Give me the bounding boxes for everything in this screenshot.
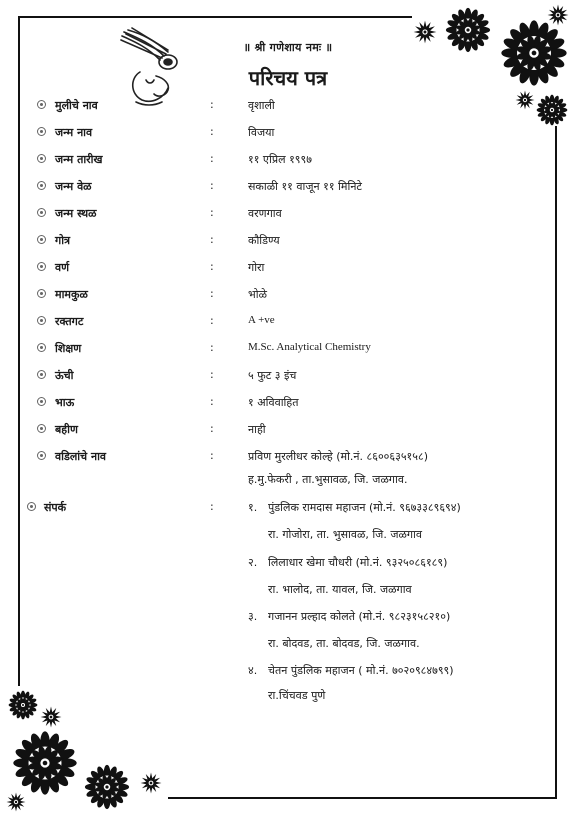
field-label: रक्तगट: [55, 315, 84, 328]
field-colon: :: [210, 449, 214, 462]
field-colon: :: [210, 341, 214, 354]
field-value: १ अविवाहित: [248, 396, 299, 409]
list-item: [0, 177, 576, 197]
list-item: [0, 366, 576, 386]
field-colon: :: [210, 422, 214, 435]
field-value: भोळे: [248, 288, 267, 301]
field-label: वडिलांचे नाव: [55, 450, 107, 463]
contact-label: संपर्क: [44, 501, 67, 514]
flower-bullet-icon: [27, 502, 36, 511]
field-colon: :: [210, 395, 214, 408]
flower-bullet-icon: [37, 208, 46, 217]
flower-bullet-icon: [37, 181, 46, 190]
field-colon: :: [210, 179, 214, 192]
field-colon: :: [210, 314, 214, 327]
field-colon: :: [210, 500, 214, 513]
shlok-heading: ॥ श्री गणेशाय नमः ॥: [243, 41, 333, 54]
field-colon: :: [210, 98, 214, 111]
list-item: [0, 285, 576, 305]
flower-icon: [445, 7, 491, 53]
flower-icon: [12, 730, 78, 796]
contact-address: रा. भालोद, ता. यावल, जि. जळगाव: [268, 583, 412, 596]
list-item: [0, 393, 576, 413]
field-colon: :: [210, 260, 214, 273]
contact-number: ४.: [248, 664, 258, 677]
flower-bullet-icon: [37, 316, 46, 325]
flower-bullet-icon: [37, 127, 46, 136]
field-label: जन्म तारीख: [55, 153, 103, 166]
field-value: ११ एप्रिल १९९७: [248, 153, 312, 166]
field-colon: :: [210, 287, 214, 300]
field-label: गोत्र: [55, 234, 71, 247]
flower-bullet-icon: [37, 235, 46, 244]
field-label: शिक्षण: [55, 342, 82, 355]
list-item: [0, 96, 576, 116]
field-label: जन्म नाव: [55, 126, 93, 139]
frame-bottom-line: [168, 797, 557, 799]
contact-name: पुंडलिक रामदास महाजन (मो.नं. ९६७३३८९६९४): [268, 501, 461, 514]
field-value: M.Sc. Analytical Chemistry: [248, 341, 371, 353]
flower-bullet-icon: [37, 289, 46, 298]
field-value: नाही: [248, 423, 266, 436]
list-item: [0, 339, 576, 359]
flower-icon: [536, 94, 568, 126]
field-label: वर्ण: [55, 261, 70, 274]
field-value: A +ve: [248, 314, 275, 326]
list-item: [0, 150, 576, 170]
field-value: वृशाली: [248, 99, 275, 112]
flower-bullet-icon: [37, 424, 46, 433]
flower-bullet-icon: [37, 154, 46, 163]
field-value: सकाळी ११ वाजून ११ मिनिटे: [248, 180, 362, 193]
field-label: बहीण: [55, 423, 78, 436]
list-item: [0, 123, 576, 143]
field-value: कौडिण्य: [248, 234, 280, 247]
list-item: [0, 447, 576, 467]
contact-number: २.: [248, 556, 258, 569]
flower-icon: [515, 90, 535, 110]
field-value: गोरा: [248, 261, 265, 274]
contact-name: लिलाधार खेमा चौधरी (मो.नं. ९३२५०८६१८९): [268, 556, 448, 569]
list-item: [0, 420, 576, 440]
flower-icon: [8, 690, 38, 720]
flower-icon: [6, 792, 26, 812]
field-label: ऊंची: [55, 369, 74, 382]
field-colon: :: [210, 206, 214, 219]
flower-icon: [500, 19, 568, 87]
contact-name: चेतन पुंडलिक महाजन ( मो.नं. ७०२०९८४७९९): [268, 664, 454, 677]
contact-address: रा. गोजोरा, ता. भुसावळ, जि. जळगाव: [268, 528, 423, 541]
field-label: भाऊ: [55, 396, 75, 409]
contact-number: ३.: [248, 610, 258, 623]
field-colon: :: [210, 233, 214, 246]
flower-icon: [413, 20, 437, 44]
field-value: प्रविण मुरलीधर कोल्हे (मो.नं. ८६००६३५१५८): [248, 450, 428, 463]
flower-bullet-icon: [37, 100, 46, 109]
flower-bullet-icon: [37, 370, 46, 379]
document-title: परिचय पत्र: [248, 66, 328, 90]
flower-bullet-icon: [37, 262, 46, 271]
contact-name: गजानन प्रल्हाद कोलते (मो.नं. ९८२३१५८२१०): [268, 610, 451, 623]
contact-address: रा.चिंचवड पुणे: [268, 689, 326, 702]
flower-bullet-icon: [37, 397, 46, 406]
contact-number: १.: [248, 501, 258, 514]
flower-icon: [140, 772, 162, 794]
field-value: वरणगाव: [248, 207, 282, 220]
flower-icon: [84, 764, 130, 810]
flower-bullet-icon: [37, 451, 46, 460]
father-address: ह.मु.फेकरी , ता.भुसावळ, जि. जळगाव.: [248, 473, 408, 486]
field-label: मामकुळ: [55, 288, 88, 301]
field-value: विजया: [248, 126, 275, 139]
frame-top-line: [18, 16, 412, 18]
list-item: [0, 258, 576, 278]
field-label: जन्म स्थळ: [55, 207, 97, 220]
flower-bullet-icon: [37, 343, 46, 352]
list-item: [0, 312, 576, 332]
field-colon: :: [210, 368, 214, 381]
field-colon: :: [210, 152, 214, 165]
flower-icon: [40, 706, 62, 728]
contact-address: रा. बोदवड, ता. बोदवड, जि. जळगाव.: [268, 637, 420, 650]
field-value: ५ फुट ३ इंच: [248, 369, 297, 382]
field-colon: :: [210, 125, 214, 138]
list-item: [0, 204, 576, 224]
list-item: [0, 231, 576, 251]
field-label: मुलीचे नाव: [55, 99, 98, 112]
field-label: जन्म वेळ: [55, 180, 92, 193]
